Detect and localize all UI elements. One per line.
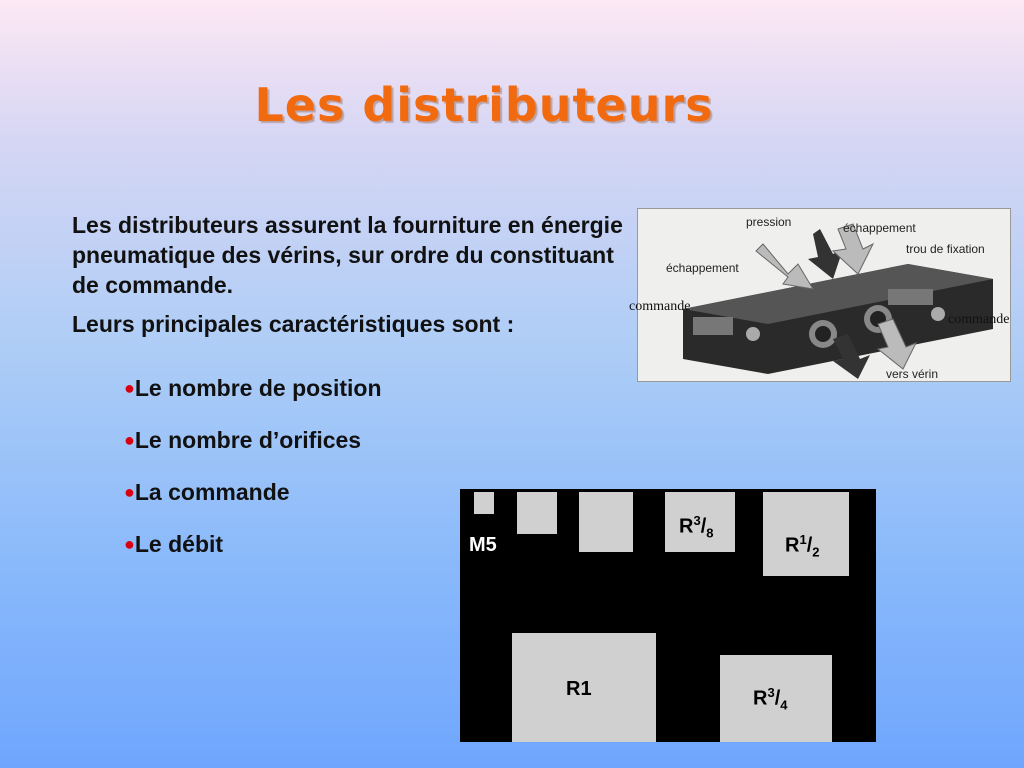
distributor-illustration (638, 209, 1011, 382)
intro-text (72, 211, 632, 349)
plug-m5 (474, 492, 494, 514)
label-r1: R1 (566, 678, 592, 700)
bullet-dot-icon: ● (124, 430, 135, 450)
label-commande-right: commande (948, 312, 1010, 327)
list-item: ●Le nombre de position (124, 375, 382, 401)
label-echappement-left: échappement (666, 261, 739, 275)
label-r1-2: $R^1/_2$ (785, 532, 820, 560)
bullet-dot-icon: ● (124, 378, 135, 398)
label-commande-left: commande (629, 299, 691, 314)
plug-r1-8 (517, 492, 557, 534)
label-m5: M5 (469, 534, 497, 556)
characteristics-list (124, 371, 382, 579)
bullet-dot-icon: ● (124, 482, 135, 502)
list-item: ●La commande (124, 479, 290, 505)
thread-sizes-panel (460, 489, 876, 742)
label-pression: pression (746, 215, 792, 229)
slide-title: Les distributeurs (254, 78, 714, 132)
plug-r1-4 (579, 492, 633, 552)
intro-paragraph-2: Leurs principales caractéristiques sont : (72, 310, 515, 337)
label-vers-verin: vers vérin (886, 367, 939, 381)
bullet-dot-icon: ● (124, 534, 135, 554)
label-trou-fixation: trou de fixation (906, 242, 985, 256)
intro-paragraph-1: Les distributeurs assurent la fourniture en énergie pneumatique des vérins, sur ordre du constituant de commande. (72, 212, 623, 298)
label-r1-8: $R^1/_8$ (514, 553, 549, 581)
label-echappement-top: échappement (843, 221, 916, 235)
label-r3-4: $R^3/_4$ (753, 685, 788, 713)
list-item: ●Le nombre d’orifices (124, 427, 362, 453)
label-r3-8: $R^3/_8$ (679, 513, 714, 541)
list-item: ●Le débit (124, 531, 224, 557)
distributor-photo (637, 208, 1011, 382)
label-r1-4: $R^1/_4$ (585, 569, 620, 597)
